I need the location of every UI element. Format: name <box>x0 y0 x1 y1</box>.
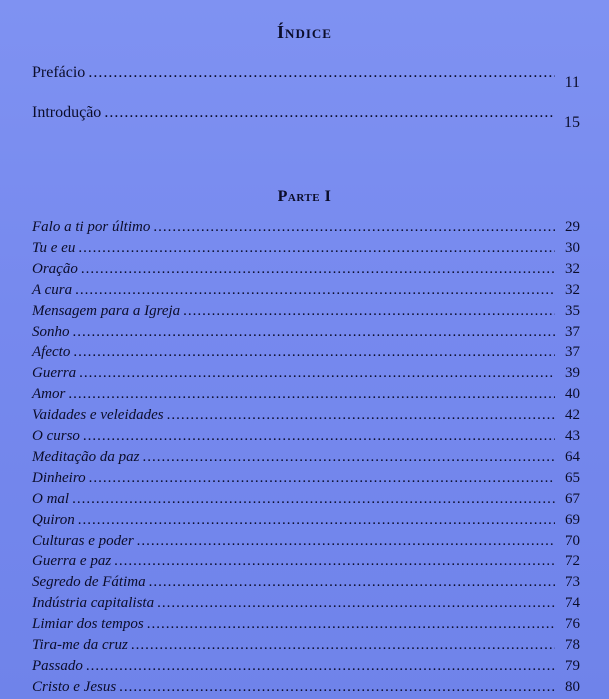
dot-leader <box>183 303 555 320</box>
toc-entry-label: Meditação da paz <box>32 448 140 465</box>
toc-entry-label: Quiron <box>32 511 75 528</box>
toc-entry <box>32 553 580 574</box>
toc-entry-page: 72 <box>565 553 580 570</box>
toc-entry-page: 40 <box>565 386 580 403</box>
toc-entry-page: 30 <box>565 239 580 256</box>
toc-entry-label: Indústria capitalista <box>32 595 155 612</box>
toc-entry-page: 65 <box>565 469 580 486</box>
dot-leader <box>73 344 555 361</box>
toc-entry-page: 32 <box>565 260 580 277</box>
dot-leader <box>157 595 555 612</box>
toc-entry-page: 73 <box>565 574 580 591</box>
dot-leader <box>131 637 555 654</box>
toc-entry <box>32 407 580 428</box>
toc-entry <box>32 470 580 491</box>
dot-leader <box>78 512 555 529</box>
toc-entry-label: Cristo e Jesus <box>32 678 117 695</box>
dot-leader <box>68 386 555 403</box>
toc-entry-page: 32 <box>565 281 580 298</box>
dot-leader <box>119 679 555 696</box>
toc-entry-label: Sonho <box>32 323 70 340</box>
dot-leader <box>81 261 555 278</box>
toc-entry-label: Vaidades e veleidades <box>32 407 164 424</box>
toc-entry-label: Segredo de Fátima <box>32 574 146 591</box>
toc-entry-label: Introdução <box>32 104 102 121</box>
toc-entry <box>32 637 580 658</box>
toc-entry-page: 15 <box>564 114 580 131</box>
dot-leader <box>137 533 555 550</box>
toc-entry-page: 42 <box>565 407 580 424</box>
dot-leader <box>86 658 555 675</box>
toc-entry <box>32 512 580 533</box>
toc-entry <box>32 679 580 699</box>
toc-entry <box>32 428 580 449</box>
dot-leader <box>153 219 555 236</box>
toc-entry-page: 37 <box>565 344 580 361</box>
dot-leader <box>83 428 555 445</box>
dot-leader <box>149 574 555 591</box>
toc-entry <box>32 261 580 282</box>
dot-leader <box>88 64 555 82</box>
toc-entry-page: 43 <box>565 428 580 444</box>
toc-entry-prefacio <box>32 64 580 91</box>
dot-leader <box>167 407 555 424</box>
toc-entry <box>32 449 580 470</box>
dot-leader <box>142 449 555 466</box>
toc-entry-label: Tu e eu <box>32 239 76 256</box>
dot-leader <box>147 616 555 633</box>
toc-entry <box>32 574 580 595</box>
toc-entry-page: 29 <box>565 219 580 235</box>
toc-entry-label: O curso <box>32 428 80 444</box>
toc-entry-label: Oração <box>32 260 78 277</box>
toc-entry-page: 80 <box>565 678 580 695</box>
toc-entry <box>32 240 580 261</box>
toc-entry-label: O mal <box>32 490 70 507</box>
toc-entry <box>32 303 580 324</box>
toc-entry-label: Amor <box>32 386 66 403</box>
toc-entry <box>32 324 580 345</box>
toc-entry-page: 11 <box>564 74 580 91</box>
toc-entry-label: Mensagem para a Igreja <box>32 302 181 319</box>
toc-entry-page: 70 <box>565 532 580 549</box>
toc-entry-label: Falo a ti por último <box>32 219 151 235</box>
toc-entry <box>32 658 580 679</box>
toc-entry <box>32 595 580 616</box>
toc-entry-label: Guerra <box>32 365 77 382</box>
toc-entry <box>32 282 580 303</box>
toc-entry <box>32 365 580 386</box>
toc-entry-page: 67 <box>565 490 580 507</box>
toc-entry-label: Afecto <box>32 344 71 361</box>
index-title: Índice <box>277 22 332 42</box>
toc-entry-page: 39 <box>565 365 580 382</box>
toc-entry-page: 35 <box>565 302 580 319</box>
toc-entry-introducao <box>32 104 580 131</box>
dot-leader <box>75 282 555 299</box>
toc-entry-page: 64 <box>565 448 580 465</box>
toc-entry-page: 79 <box>565 657 580 674</box>
toc-entry-label: Limiar dos tempos <box>32 616 144 633</box>
dot-leader <box>114 553 555 570</box>
toc-entry-page: 69 <box>565 511 580 528</box>
toc-entry-label: A cura <box>32 281 73 298</box>
toc-entry-label: Culturas e poder <box>32 532 134 549</box>
part-title: Parte I <box>277 188 332 205</box>
toc-entry <box>32 386 580 407</box>
dot-leader <box>72 491 555 508</box>
dot-leader <box>73 324 556 341</box>
dot-leader <box>104 104 555 122</box>
toc-entry-label: Dinheiro <box>32 469 86 486</box>
toc-entry-page: 74 <box>565 595 580 612</box>
toc-entry <box>32 344 580 365</box>
dot-leader <box>79 365 555 382</box>
toc-entry-label: Passado <box>32 657 83 674</box>
toc-entry-label: Guerra e paz <box>32 553 112 570</box>
toc-entry <box>32 219 580 240</box>
toc-entry-label: Tira-me da cruz <box>32 637 128 653</box>
dot-leader <box>89 470 555 487</box>
toc-entry <box>32 491 580 512</box>
toc-entry-page: 78 <box>565 637 580 653</box>
toc-entry-page: 37 <box>565 323 580 340</box>
dot-leader <box>78 240 555 257</box>
toc-entry <box>32 533 580 554</box>
toc-entry-label: Prefácio <box>32 64 86 81</box>
toc-entry <box>32 616 580 637</box>
toc-entry-page: 76 <box>565 616 580 633</box>
